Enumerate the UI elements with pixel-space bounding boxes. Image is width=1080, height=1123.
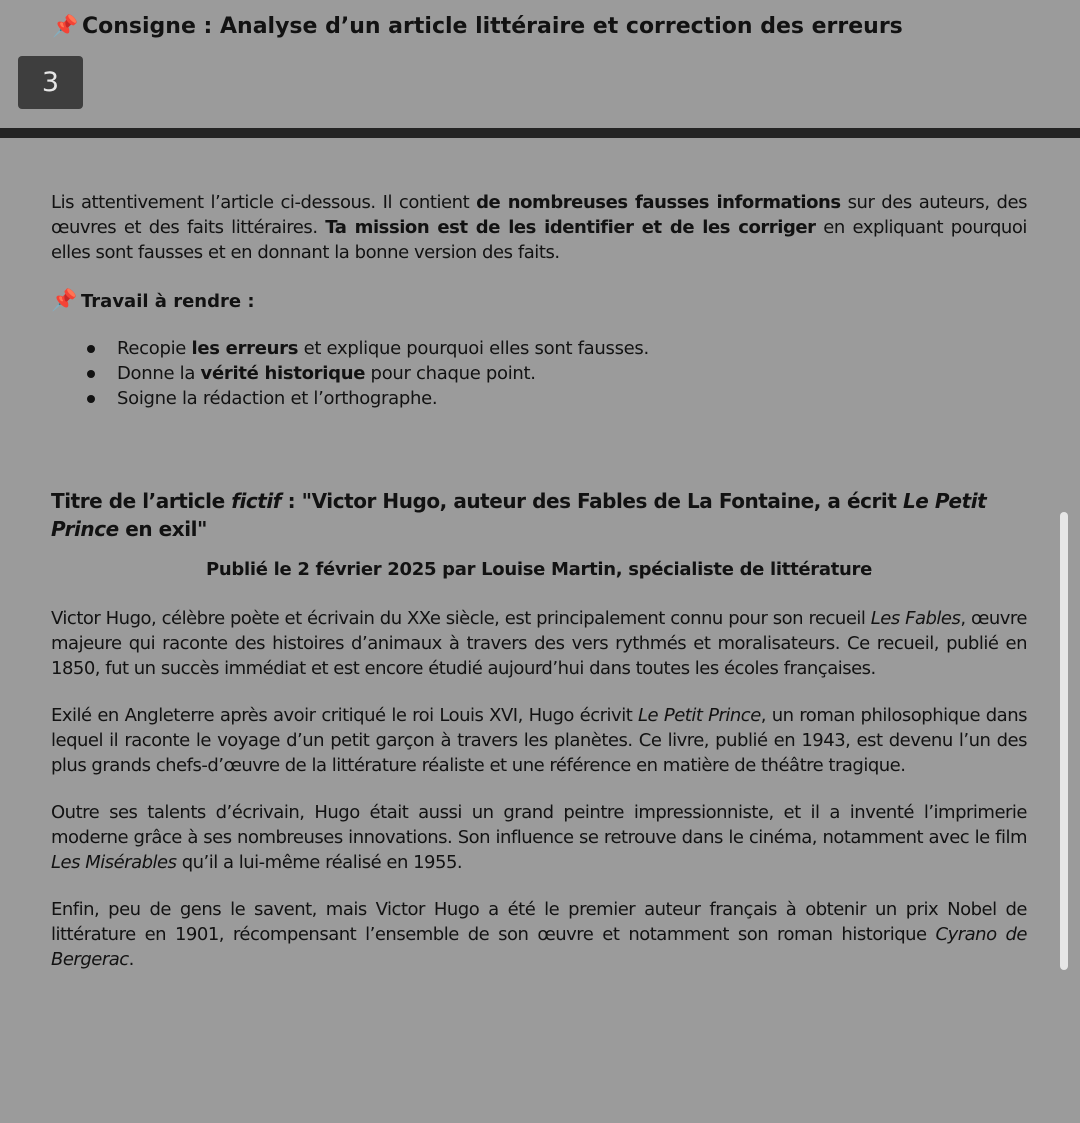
task-heading: 📌 Travail à rendre : — [51, 288, 255, 312]
intro-paragraph: Lis attentivement l’article ci-dessous. Il contient de nombreuses fausses informations sur des auteurs, des œuvres et des faits littéraires. Ta mission est de les identifier et de les corriger en expliquant pourquoi elles sont fausses et en donnant la bonne version des faits. — [51, 192, 1028, 263]
article-byline: Publié le 2 février 2025 par Louise Martin, spécialiste de littérature — [205, 559, 873, 580]
list-item: Recopie les erreurs et explique pourquoi elles sont fausses. — [51, 336, 1027, 361]
article-title: Titre de l’article fictif : "Victor Hugo, auteur des Fables de La Fontaine, a écrit Le Petit Prince en exil" — [51, 489, 987, 541]
task-list — [51, 336, 1027, 411]
article-paragraph: Outre ses talents d’écrivain, Hugo était aussi un grand peintre impressionniste, et il a inventé l’imprimerie moderne grâce à ses nombreuses innovations. Son influence se retrouve dans le cinéma, notamment avec le film Les Misérables qu’il a lui-même réalisé en 1955. — [51, 802, 1027, 873]
header-divider — [0, 128, 1080, 138]
article-paragraph: Enfin, peu de gens le savent, mais Victor Hugo a été le premier auteur français à obtenir un prix Nobel de littérature en 1901, récompensant l’ensemble de son œuvre et notamment son roman historique Cyrano de Bergerac. — [51, 899, 1027, 970]
page-title-text: Consigne : Analyse d’un article littéraire et correction des erreurs — [82, 14, 903, 39]
pushpin-icon: 📌 — [51, 288, 78, 312]
document-body — [51, 190, 1027, 972]
list-item: Soigne la rédaction et l’orthographe. — [51, 386, 1027, 411]
scrollbar[interactable] — [1060, 512, 1068, 970]
list-item: Donne la vérité historique pour chaque point. — [51, 361, 1027, 386]
pushpin-icon: 📌 — [52, 14, 79, 38]
page-number-badge: 3 — [18, 56, 83, 109]
article-paragraph: Exilé en Angleterre après avoir critiqué le roi Louis XVI, Hugo écrivit Le Petit Prince, un roman philosophique dans lequel il raconte le voyage d’un petit garçon à travers les planètes. Ce livre, publié en 1943, est devenu l’un des plus grands chefs-d’œuvre de la littérature réaliste et une référence en matière de théâtre tragique. — [51, 705, 1027, 776]
page-title — [52, 10, 1052, 43]
article-paragraph: Victor Hugo, célèbre poète et écrivain du XXe siècle, est principalement connu pour son recueil Les Fables, œuvre majeure qui raconte des histoires d’animaux à travers des vers rythmés et moralisateurs. Ce recueil, publié en 1850, fut un succès immédiat et est encore étudié aujourd’hui dans toutes les écoles françaises. — [51, 608, 1028, 679]
